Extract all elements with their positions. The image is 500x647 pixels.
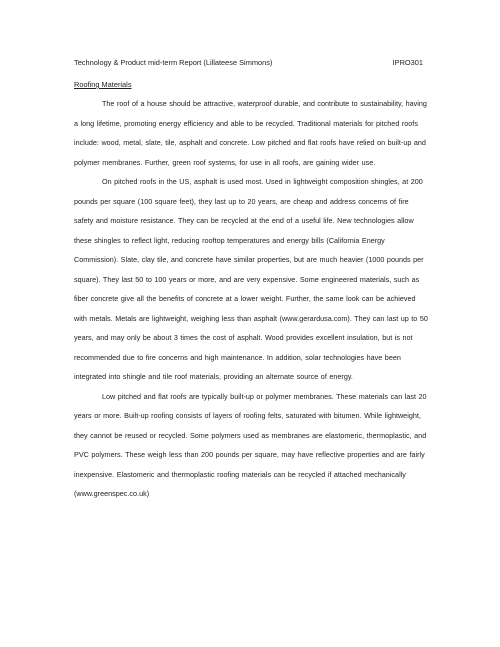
section-heading: Roofing Materials — [74, 80, 132, 89]
paragraph-pitched-roofs: On pitched roofs in the US, asphalt is used most. Used in lightweight composition shingles, at 200 pounds per square (100 square feet), they last up to 20 years, are cheap and address concerns of fire safety and moisture resistance. They can be recycled at the end of a useful life. New technologies allow these shingles to reflect light, reducing rooftop temperatures and energy bills (California Energy Commission). Slate, clay tile, and concrete have similar properties, but are much heavier (1000 pounds per square). They last 50 to 100 years or more, and are very expensive. Some engineered materials, such as fiber concrete give all the benefits of concrete at a lower weight. Further, the same look can be achieved with metals. Metals are lightweight, weighing less than asphalt (www.gerardusa.com). They can last up to 50 years, and may only be about 3 times the cost of asphalt. Wood provides excellent insulation, but is not recommended due to fire concerns and high maintenance. In addition, solar technologies have been integrated into shingle and tile roof materials, providing an alternate source of energy. — [74, 177, 428, 381]
document-header — [74, 57, 430, 68]
document-page — [74, 57, 430, 504]
course-code: IPRO301 — [392, 58, 423, 67]
report-title: Technology & Product mid-term Report (Lillateese Simmons) — [74, 58, 273, 67]
paragraph-intro: The roof of a house should be attractive, waterproof durable, and contribute to sustainability, having a long lifetime, promoting energy efficiency and able to be recycled. Traditional materials for pitched roofs include: wood, metal, slate, tile, asphalt and concrete. Low pitched and flat roofs have relied on built-up and polymer membranes. Further, green roof systems, for use in all roofs, are gaining wider use. — [74, 99, 427, 167]
paragraph-flat-roofs: Low pitched and flat roofs are typically built-up or polymer membranes. These materials can last 20 years or more. Built-up roofing consists of layers of roofing felts, saturated with bitumen. While lightweight, they cannot be reused or recycled. Some polymers used as membranes are elastomeric, thermoplastic, and PVC polymers. These weigh less than 200 pounds per square, may have reflective properties and are fairly inexpensive. Elastomeric and thermoplastic roofing materials can be recycled if attached mechanically — [74, 391, 427, 479]
source-citation: (www.greenspec.co.uk) — [74, 489, 150, 498]
